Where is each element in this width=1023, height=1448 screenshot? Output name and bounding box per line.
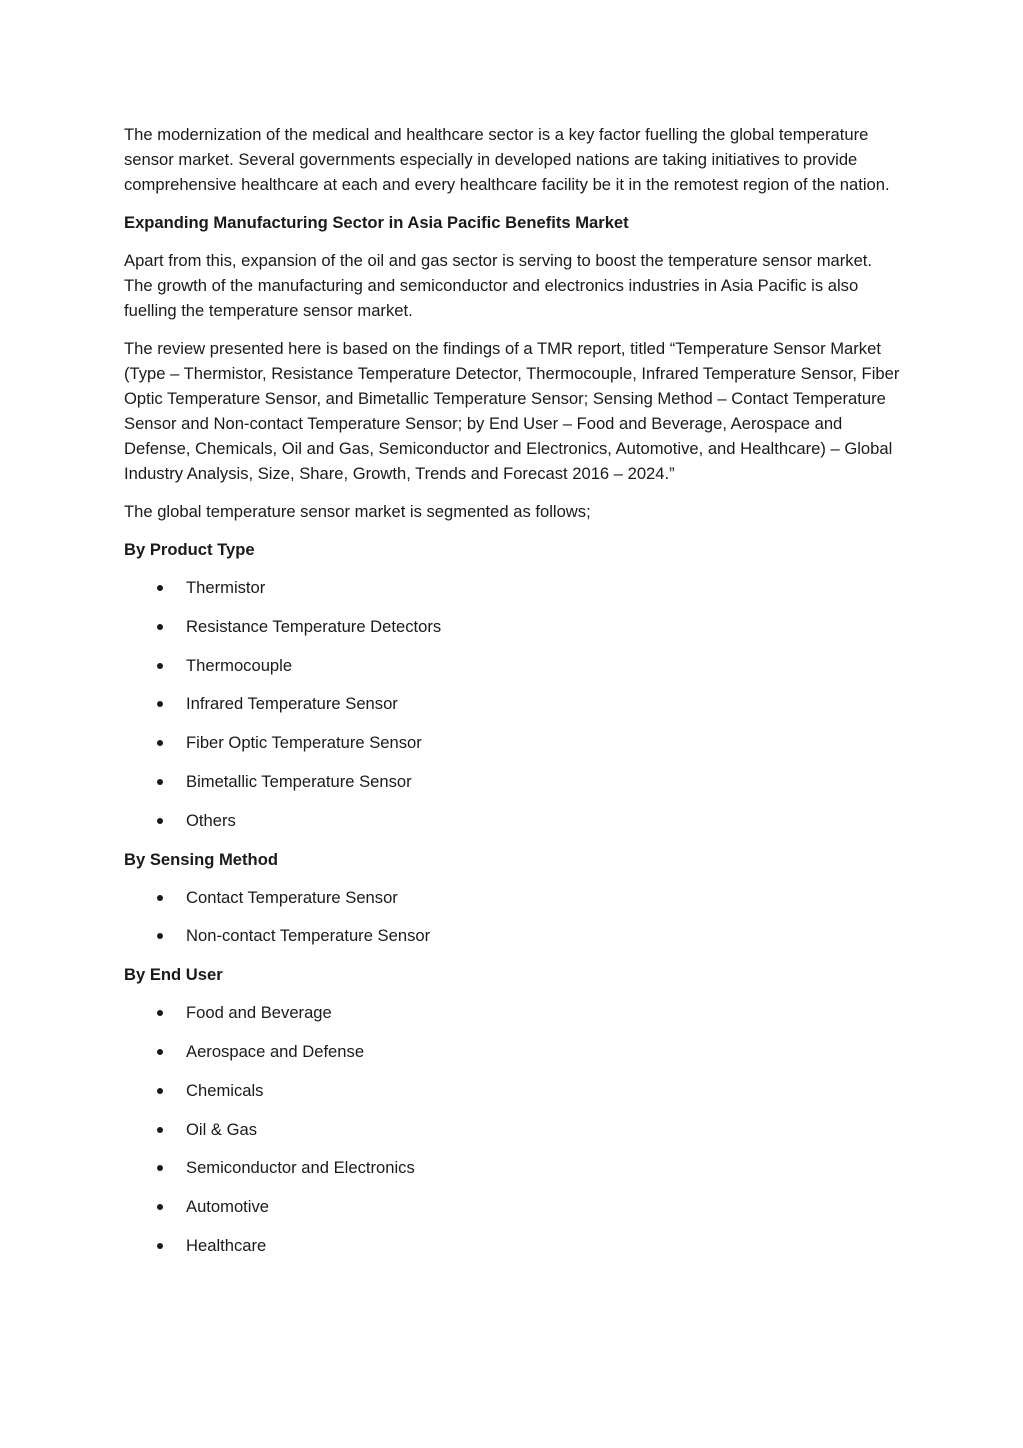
- list-item-label: Chemicals: [186, 1080, 264, 1100]
- asia-pacific-heading: Expanding Manufacturing Sector in Asia Pacific Benefits Market: [124, 213, 629, 232]
- list-item-label: Food and Beverage: [186, 1003, 332, 1023]
- bullet-icon: [157, 1204, 163, 1210]
- list-item: [124, 885, 904, 910]
- list-item: [124, 923, 904, 948]
- list-item-label: Aerospace and Defense: [186, 1041, 365, 1061]
- asia-pacific-paragraph: Apart from this, expansion of the oil and gas sector is serving to boost the temperature sensor market. The growth of the manufacturing and semiconductor and electronics industries in Asia Pacific is also fuelling the temperature sensor market.: [124, 251, 873, 320]
- list-item: [124, 1117, 904, 1142]
- bullet-icon: [157, 895, 163, 901]
- list-item-label: Thermistor: [186, 578, 266, 597]
- list-item-label: Semiconductor and Electronics: [186, 1158, 415, 1178]
- list-item-label: Non-contact Temperature Sensor: [186, 926, 431, 946]
- list-item-label: Oil & Gas: [186, 1119, 258, 1139]
- list-item: [124, 1194, 904, 1219]
- bullet-icon: [157, 701, 163, 707]
- bullet-icon: [157, 779, 163, 785]
- bullet-icon: [157, 740, 163, 746]
- bullet-icon: [157, 1049, 163, 1055]
- bullet-icon: [157, 1165, 163, 1171]
- bullet-icon: [157, 1127, 163, 1133]
- end-user-heading: By End User: [124, 965, 223, 985]
- list-item: [124, 1233, 904, 1258]
- list-item-label: Fiber Optic Temperature Sensor: [186, 733, 422, 753]
- list-item: [124, 691, 904, 716]
- list-item-label: Automotive: [186, 1197, 270, 1217]
- sensing-method-heading: By Sensing Method: [124, 849, 278, 869]
- list-item: [124, 614, 904, 639]
- list-item: [124, 1155, 904, 1180]
- list-item: [124, 1039, 904, 1064]
- list-item: [124, 808, 904, 833]
- product-type-heading: By Product Type: [124, 540, 255, 559]
- bullet-icon: [157, 1088, 163, 1094]
- sensing-method-list: [124, 885, 904, 949]
- bullet-icon: [157, 1010, 163, 1016]
- document-page: [124, 122, 904, 1272]
- bullet-icon: [157, 1243, 163, 1249]
- list-item-label: Contact Temperature Sensor: [186, 887, 398, 907]
- list-item: [124, 1078, 904, 1103]
- bullet-icon: [157, 663, 163, 669]
- report-review-paragraph: The review presented here is based on the findings of a TMR report, titled “Temperature Sensor Market (Type – Thermistor, Resistance Temperature Detector, Thermocouple, Infrared Temperature Sensor, Fiber Optic Temperature Sensor, and Bimetallic Temperature Sensor; Sensing Method – Contact Temperature Sensor and Non-contact Temperature Sensor; by End User – Food and Beverage, Aerospace and Defense, Chemicals, Oil and Gas, Semiconductor and Electronics, Automotive, and Healthcare) – Global Industry Analysis, Size, Share, Growth, Trends and Forecast 2016 – 2024.”: [124, 339, 900, 483]
- list-item-label: Infrared Temperature Sensor: [186, 694, 398, 714]
- segmentation-intro: The global temperature sensor market is segmented as follows;: [124, 502, 591, 521]
- list-item-label: Thermocouple: [186, 655, 293, 675]
- bullet-icon: [157, 818, 163, 824]
- list-item: [124, 769, 904, 794]
- intro-paragraph: The modernization of the medical and healthcare sector is a key factor fuelling the global temperature sensor market. Several governments especially in developed nations are taking initiatives to provide comprehensive healthcare at each and every healthcare facility be it in the remotest region of the nation.: [124, 125, 890, 194]
- end-user-list: [124, 1000, 904, 1258]
- bullet-icon: [157, 933, 163, 939]
- list-item: [124, 575, 904, 600]
- list-item: [124, 1000, 904, 1025]
- list-item-label: Bimetallic Temperature Sensor: [186, 771, 412, 791]
- bullet-icon: [157, 585, 163, 591]
- list-item-label: Others: [186, 810, 236, 830]
- list-item: [124, 730, 904, 755]
- list-item-label: Resistance Temperature Detectors: [186, 616, 442, 636]
- product-type-list: [124, 575, 904, 833]
- list-item-label: Healthcare: [186, 1235, 267, 1255]
- bullet-icon: [157, 624, 163, 630]
- list-item: [124, 653, 904, 678]
